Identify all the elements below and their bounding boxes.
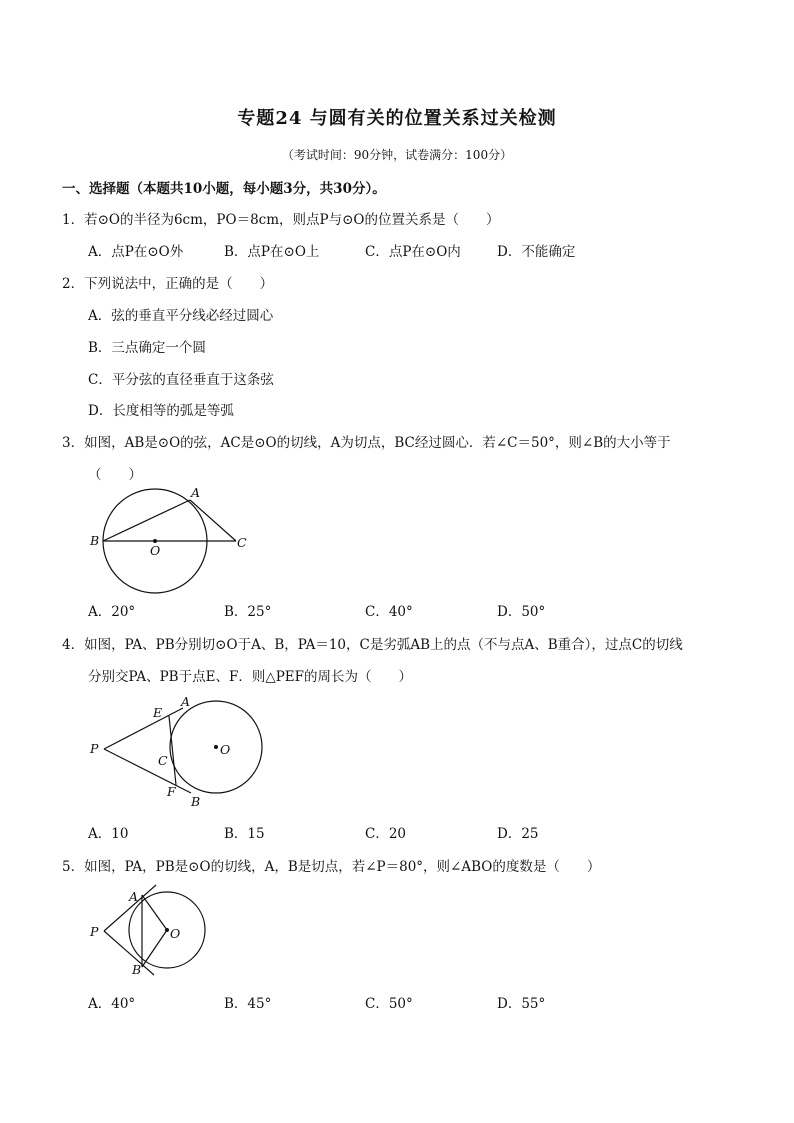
q2-option-b[interactable]: B．三点确定一个圆 [88, 340, 206, 356]
q4-label-e: E [153, 705, 163, 720]
q3-tangent-ac [190, 500, 236, 541]
q3-option-b[interactable]: B．25° [224, 604, 272, 620]
q5-label-a: A [129, 889, 139, 904]
q4-label-p: P [90, 741, 99, 756]
question-2-stem: 2．下列说法中，正确的是（ ） [62, 276, 274, 292]
q1-option-b[interactable]: B．点P在⊙O上 [224, 244, 320, 260]
exam-info: （考试时间：90分钟，试卷满分：100分） [281, 148, 513, 162]
question-4-stem: 4．如图，PA、PB分别切⊙O于A、B，PA＝10，C是劣弧AB上的点（不与点A、B重合），过点C的切线 [62, 637, 683, 653]
question-3-stem: 3．如图，AB是⊙O的弦，AC是⊙O的切线，A为切点，BC经过圆心．若∠C＝50°，则∠B的大小等于 [62, 435, 671, 451]
q4-center-dot [214, 745, 218, 749]
q4-option-d[interactable]: D．25 [497, 826, 539, 842]
q5-label-b: B [132, 962, 142, 977]
q5-figure [80, 880, 220, 980]
question-4-stem-cont: 分别交PA、PB于点E、F．则△PEF的周长为（ ） [88, 669, 413, 685]
q4-label-a: A [181, 694, 191, 709]
q2-option-d[interactable]: D．长度相等的弧是等弧 [88, 403, 234, 419]
question-1-stem: 1．若⊙O的半径为6cm，PO＝8cm，则点P与⊙O的位置关系是（ ） [62, 212, 500, 228]
q5-option-d[interactable]: D．55° [497, 996, 546, 1012]
q5-option-a[interactable]: A．40° [88, 996, 136, 1012]
q3-label-o: O [150, 543, 161, 558]
q2-option-a[interactable]: A．弦的垂直平分线必经过圆心 [88, 308, 274, 324]
q3-label-c: C [237, 535, 247, 550]
q4-label-o: O [220, 742, 231, 757]
q4-option-a[interactable]: A．10 [88, 826, 129, 842]
q5-option-c[interactable]: C．50° [365, 996, 413, 1012]
q4-option-b[interactable]: B．15 [224, 826, 265, 842]
q3-figure [80, 478, 270, 598]
question-5-stem: 5．如图，PA，PB是⊙O的切线，A，B是切点，若∠P＝80°，则∠ABO的度数是（ ） [62, 859, 601, 875]
q4-tangent-pb [104, 749, 191, 793]
q3-option-d[interactable]: D．50° [497, 604, 546, 620]
q2-option-c[interactable]: C．平分弦的直径垂直于这条弦 [88, 372, 274, 388]
q3-label-b: B [90, 533, 100, 548]
q5-label-o: O [170, 926, 181, 941]
q5-option-b[interactable]: B．45° [224, 996, 272, 1012]
section-heading: 一、选择题（本题共10小题，每小题3分，共30分）。 [62, 181, 386, 197]
q3-option-c[interactable]: C．40° [365, 604, 413, 620]
q4-label-c: C [158, 753, 168, 768]
q5-radius-ob [142, 930, 167, 967]
page-title: 专题24 与圆有关的位置关系过关检测 [237, 108, 557, 129]
q4-label-b: B [191, 794, 201, 809]
q4-option-c[interactable]: C．20 [365, 826, 407, 842]
q1-option-a[interactable]: A．点P在⊙O外 [88, 244, 184, 260]
q3-option-a[interactable]: A．20° [88, 604, 136, 620]
q1-option-d[interactable]: D．不能确定 [497, 244, 576, 260]
q5-center-dot [165, 928, 169, 932]
q3-label-a: A [191, 485, 201, 500]
q5-radius-oa [142, 895, 167, 930]
question-3-stem-cont: （ ） [88, 467, 142, 483]
q4-label-f: F [167, 784, 176, 799]
q5-label-p: P [90, 924, 99, 939]
q1-option-c[interactable]: C．点P在⊙O内 [365, 244, 461, 260]
q4-figure [80, 690, 280, 810]
q5-tangent-pb [104, 931, 154, 975]
